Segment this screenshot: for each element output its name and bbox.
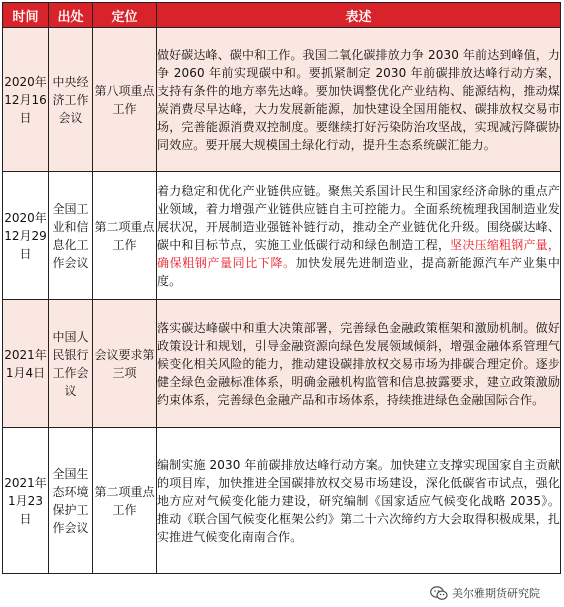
desc-text-after: 加快发展先进制造业，提高新能源汽车产业集中度。 [157,255,560,288]
policy-table [2,2,561,574]
cell-source: 全国生态环境保护工作会议 [49,428,93,574]
table-row [3,428,561,574]
cell-source: 中国人民银行工作会议 [49,300,93,428]
cell-time: 2020年12月29日 [3,172,49,300]
desc-highlight: 坚决压缩粗钢产量，确保粗钢产量同比下降。 [157,237,560,270]
desc-text: 落实碳达峰碳中和重大决策部署，完善绿色金融政策框架和激励机制。做好政策设计和规划，引导金融资源向绿色发展领域倾斜，增强金融体系管理气候变化相关风险的能力，推动建设碳排放权交易市场为排碳合理定价。逐步健全绿色金融标准体系，明确金融机构监管和信息披露要求，建立政策激励约束体系，完善绿色金融产品和市场体系，持续推进绿色金融国际合作。 [157,320,560,407]
cell-position: 第二项重点工作 [93,428,157,574]
cell-time: 2020年12月16日 [3,28,49,172]
cell-position: 会议要求第三项 [93,300,157,428]
header-time: 时间 [3,3,49,28]
cell-description [157,28,561,172]
cell-position: 第二项重点工作 [93,172,157,300]
cell-description [157,428,561,574]
cell-position: 第八项重点工作 [93,28,157,172]
wechat-brand-label: 美尔雅期货研究院 [452,587,540,600]
table-row [3,300,561,428]
desc-text: 编制实施 2030 年前碳排放达峰行动方案。加快建立支撑实现国家自主贡献的项目库，加快推进全国碳排放权交易市场建设，深化低碳省市试点，强化地方应对气候变化能力建设，研究编制《国家适应气候变化战略 2035》。推动《联合国气候变化框架公约》第二十六次缔约方大会取得积极成果，扎实推进气候变化南南合作。 [157,457,560,544]
cell-source: 全国工业和信息化工作会议 [49,172,93,300]
desc-text: 着力稳定和优化产业链供应链。聚焦关系国计民生和国家经济命脉的重点产业领域，着力增强产业链供应链自主可控能力。全面系统梳理我国制造业发展状况，开展制造业强链补链行动，推动全产业链优化升级。围绕碳达峰、碳中和目标节点，实施工业低碳行动和绿色制造工程， [157,183,560,252]
header-source: 出处 [49,3,93,28]
wechat-watermark [430,585,540,601]
cell-description [157,300,561,428]
cell-time: 2021年1月23日 [3,428,49,574]
header-position: 定位 [93,3,157,28]
cell-source: 中央经济工作会议 [49,28,93,172]
table-row [3,172,561,300]
wechat-icon [430,586,448,601]
desc-text: 做好碳达峰、碳中和工作。我国二氧化碳排放力争 2030 年前达到峰值，力争 2060 年前实现碳中和。要抓紧制定 2030 年前碳排放达峰行动方案，支持有条件的地方率先达峰。要加快调整优化产业结构、能源结构，推动煤炭消费尽早达峰，大力发展新能源，加快建设全国用能权、碳排放权交易市场，完善能源消费双控制度。要继续打好污染防治攻坚战，实现减污降碳协同效应。要开展大规模国土绿化行动，提升生态系统碳汇能力。 [157,47,560,152]
header-description: 表述 [157,3,561,28]
cell-description [157,172,561,300]
cell-time: 2021年1月4日 [3,300,49,428]
table-row [3,28,561,172]
table-header-row [3,3,561,28]
